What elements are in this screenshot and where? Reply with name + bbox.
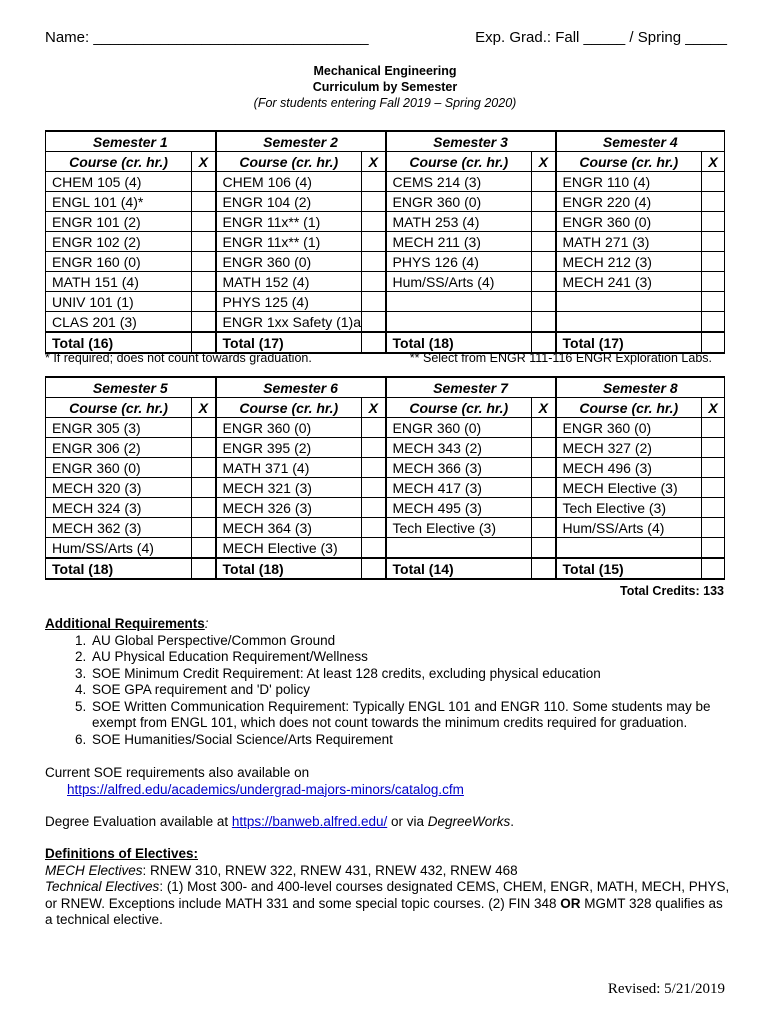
course-cell: MATH 271 (3) — [556, 232, 702, 252]
table-row — [46, 172, 725, 192]
revision-date: Revised: 5/21/2019 — [607, 981, 725, 997]
completion-checkbox-cell[interactable] — [192, 438, 216, 458]
course-cell: MECH 211 (3) — [386, 232, 532, 252]
completion-checkbox-cell[interactable] — [362, 538, 386, 559]
completion-checkbox-cell[interactable] — [362, 438, 386, 458]
semester-table-1 — [45, 130, 725, 354]
completed-column-header: X — [532, 398, 556, 418]
requirement-item: 2. AU Physical Education Requirement/Wellness — [90, 649, 735, 666]
course-cell: MECH 321 (3) — [216, 478, 362, 498]
total-checkbox-cell — [702, 558, 725, 579]
table-row — [46, 192, 725, 212]
additional-requirements-heading: Additional Requirements: — [45, 616, 209, 631]
course-cell — [556, 292, 702, 312]
expected-graduation-label: Exp. Grad.: Fall _____ / Spring _____ — [475, 29, 727, 46]
course-cell: MECH 343 (2) — [386, 438, 532, 458]
semester-heading: Semester 1 — [46, 131, 216, 152]
completed-column-header: X — [702, 398, 725, 418]
completion-checkbox-cell[interactable] — [702, 192, 725, 212]
table-row — [46, 252, 725, 272]
semester-total: Total (18) — [46, 558, 192, 579]
total-checkbox-cell — [362, 332, 386, 353]
course-cell: ENGR 220 (4) — [556, 192, 702, 212]
completion-checkbox-cell[interactable] — [362, 312, 386, 333]
completion-checkbox-cell[interactable] — [702, 252, 725, 272]
course-cell: CHEM 105 (4) — [46, 172, 192, 192]
course-cell: MECH 320 (3) — [46, 478, 192, 498]
course-cell: Hum/SS/Arts (4) — [556, 518, 702, 538]
table-row — [46, 458, 725, 478]
total-checkbox-cell — [362, 558, 386, 579]
completion-checkbox-cell[interactable] — [532, 192, 556, 212]
course-cell: MATH 253 (4) — [386, 212, 532, 232]
completion-checkbox-cell[interactable] — [702, 418, 725, 438]
mech-electives: MECH Electives: RNEW 310, RNEW 322, RNEW 431, RNEW 432, RNEW 468 — [45, 862, 518, 878]
completion-checkbox-cell[interactable] — [192, 292, 216, 312]
completion-checkbox-cell[interactable] — [702, 458, 725, 478]
completion-checkbox-cell[interactable] — [362, 458, 386, 478]
course-cell: Hum/SS/Arts (4) — [46, 538, 192, 559]
course-cell: MECH 366 (3) — [386, 458, 532, 478]
semester-total: Total (18) — [216, 558, 362, 579]
completion-checkbox-cell[interactable] — [192, 518, 216, 538]
course-cell: MECH 496 (3) — [556, 458, 702, 478]
semester-total: Total (16) — [46, 332, 192, 353]
course-column-header: Course (cr. hr.) — [46, 152, 192, 172]
completion-checkbox-cell[interactable] — [362, 232, 386, 252]
definitions-heading: Definitions of Electives: — [45, 846, 199, 861]
course-cell: ENGR 395 (2) — [216, 438, 362, 458]
completion-checkbox-cell[interactable] — [702, 498, 725, 518]
completion-checkbox-cell[interactable] — [532, 418, 556, 438]
course-cell: CLAS 201 (3) — [46, 312, 192, 333]
completion-checkbox-cell[interactable] — [362, 518, 386, 538]
definitions-of-electives — [45, 846, 730, 929]
course-cell: ENGR 360 (0) — [556, 418, 702, 438]
course-cell: MATH 371 (4) — [216, 458, 362, 478]
table-row — [46, 438, 725, 458]
requirement-item: 5. SOE Written Communication Requirement: Typically ENGL 101 and ENGR 110. Some students may be exempt from ENGL 101, which does not count towards the minimum credits required for graduation. — [90, 699, 735, 732]
completion-checkbox-cell[interactable] — [702, 272, 725, 292]
course-cell: MECH 324 (3) — [46, 498, 192, 518]
course-cell — [386, 538, 532, 559]
completion-checkbox-cell[interactable] — [702, 312, 725, 333]
completion-checkbox-cell[interactable] — [532, 272, 556, 292]
semester-total: Total (14) — [386, 558, 532, 579]
course-cell: ENGR 360 (0) — [386, 418, 532, 438]
completion-checkbox-cell[interactable] — [362, 292, 386, 312]
completion-checkbox-cell[interactable] — [362, 192, 386, 212]
completion-checkbox-cell[interactable] — [192, 172, 216, 192]
completion-checkbox-cell[interactable] — [532, 538, 556, 559]
completion-checkbox-cell[interactable] — [362, 272, 386, 292]
completion-checkbox-cell[interactable] — [702, 172, 725, 192]
completion-checkbox-cell[interactable] — [192, 538, 216, 559]
semester-heading: Semester 8 — [556, 377, 725, 398]
semester-total: Total (15) — [556, 558, 702, 579]
completion-checkbox-cell[interactable] — [192, 212, 216, 232]
completion-checkbox-cell[interactable] — [532, 458, 556, 478]
banweb-link[interactable]: https://banweb.alfred.edu/ — [231, 814, 388, 829]
course-column-header: Course (cr. hr.) — [216, 398, 362, 418]
course-cell: ENGR 360 (0) — [46, 458, 192, 478]
completion-checkbox-cell[interactable] — [362, 212, 386, 232]
course-cell: ENGR 306 (2) — [46, 438, 192, 458]
course-column-header: Course (cr. hr.) — [386, 152, 532, 172]
course-column-header: Course (cr. hr.) — [46, 398, 192, 418]
completion-checkbox-cell[interactable] — [362, 478, 386, 498]
catalog-link[interactable]: https://alfred.edu/academics/undergrad-majors-minors/catalog.cfm — [67, 781, 464, 797]
total-checkbox-cell — [532, 332, 556, 353]
total-credits: Total Credits: 133 — [620, 584, 724, 598]
completion-checkbox-cell[interactable] — [532, 212, 556, 232]
semester-table-2 — [45, 376, 725, 580]
name-field-label: Name: _________________________________ — [45, 29, 369, 46]
completion-checkbox-cell[interactable] — [532, 232, 556, 252]
semester-heading: Semester 2 — [216, 131, 386, 152]
completed-column-header: X — [532, 152, 556, 172]
semester-heading: Semester 5 — [46, 377, 216, 398]
semester-heading: Semester 4 — [556, 131, 725, 152]
course-cell: MECH Elective (3) — [556, 478, 702, 498]
requirement-item: 3. SOE Minimum Credit Requirement: At least 128 credits, excluding physical education — [90, 666, 735, 683]
course-cell: Tech Elective (3) — [386, 518, 532, 538]
course-cell: ENGR 110 (4) — [556, 172, 702, 192]
completion-checkbox-cell[interactable] — [192, 192, 216, 212]
footnote-required: * If required; does not count towards graduation. — [45, 351, 312, 365]
program-title: Mechanical Engineering — [313, 64, 457, 78]
table-row — [46, 312, 725, 333]
completion-checkbox-cell[interactable] — [702, 478, 725, 498]
completion-checkbox-cell[interactable] — [192, 498, 216, 518]
completion-checkbox-cell[interactable] — [702, 292, 725, 312]
completion-checkbox-cell[interactable] — [532, 252, 556, 272]
course-cell: MECH 417 (3) — [386, 478, 532, 498]
completion-checkbox-cell[interactable] — [362, 172, 386, 192]
course-cell: ENGR 360 (0) — [556, 212, 702, 232]
course-column-header: Course (cr. hr.) — [556, 152, 702, 172]
course-cell — [386, 292, 532, 312]
completion-checkbox-cell[interactable] — [192, 458, 216, 478]
completion-checkbox-cell[interactable] — [702, 212, 725, 232]
completion-checkbox-cell[interactable] — [362, 418, 386, 438]
table-row — [46, 498, 725, 518]
course-column-header: Course (cr. hr.) — [216, 152, 362, 172]
completed-column-header: X — [362, 152, 386, 172]
course-cell: MECH 362 (3) — [46, 518, 192, 538]
course-cell: CHEM 106 (4) — [216, 172, 362, 192]
completion-checkbox-cell[interactable] — [192, 312, 216, 333]
table-row — [46, 418, 725, 438]
footnote-exploration-labs: ** Select from ENGR 111-116 ENGR Exploration Labs. — [409, 351, 712, 365]
course-cell: Hum/SS/Arts (4) — [386, 272, 532, 292]
requirement-item: 1. AU Global Perspective/Common Ground — [90, 633, 735, 650]
completion-checkbox-cell[interactable] — [532, 172, 556, 192]
course-cell: ENGR 11x** (1) — [216, 232, 362, 252]
course-cell: Tech Elective (3) — [556, 498, 702, 518]
course-cell — [556, 538, 702, 559]
table-row — [46, 538, 725, 559]
semester-total: Total (18) — [386, 332, 532, 353]
completion-checkbox-cell[interactable] — [192, 272, 216, 292]
course-cell: MATH 151 (4) — [46, 272, 192, 292]
completion-checkbox-cell[interactable] — [192, 232, 216, 252]
completion-checkbox-cell[interactable] — [192, 478, 216, 498]
course-cell: MECH 327 (2) — [556, 438, 702, 458]
course-cell: ENGR 160 (0) — [46, 252, 192, 272]
additional-requirements — [45, 616, 735, 748]
course-cell: ENGR 360 (0) — [386, 192, 532, 212]
completion-checkbox-cell[interactable] — [362, 498, 386, 518]
course-cell: ENGR 360 (0) — [216, 418, 362, 438]
course-cell: ENGR 11x** (1) — [216, 212, 362, 232]
semester-total: Total (17) — [556, 332, 702, 353]
completion-checkbox-cell[interactable] — [532, 292, 556, 312]
completion-checkbox-cell[interactable] — [192, 252, 216, 272]
course-cell: PHYS 125 (4) — [216, 292, 362, 312]
header-row — [45, 29, 727, 49]
completion-checkbox-cell[interactable] — [702, 518, 725, 538]
completion-checkbox-cell[interactable] — [532, 518, 556, 538]
course-cell — [556, 312, 702, 333]
semester-heading: Semester 7 — [386, 377, 556, 398]
program-subtitle: Curriculum by Semester — [312, 80, 458, 94]
total-checkbox-cell — [192, 558, 216, 579]
semester-total: Total (17) — [216, 332, 362, 353]
completed-column-header: X — [192, 152, 216, 172]
total-checkbox-cell — [702, 332, 725, 353]
completion-checkbox-cell[interactable] — [532, 438, 556, 458]
course-cell: MECH 495 (3) — [386, 498, 532, 518]
requirement-item: 4. SOE GPA requirement and 'D' policy — [90, 682, 735, 699]
table-row — [46, 518, 725, 538]
table-row — [46, 292, 725, 312]
course-cell: ENGL 101 (4)* — [46, 192, 192, 212]
course-cell: MECH 364 (3) — [216, 518, 362, 538]
course-cell: ENGR 360 (0) — [216, 252, 362, 272]
course-cell: ENGR 1xx Safety (1)a — [216, 312, 362, 333]
course-cell: MATH 152 (4) — [216, 272, 362, 292]
table-row — [46, 478, 725, 498]
completion-checkbox-cell[interactable] — [532, 478, 556, 498]
course-cell: ENGR 101 (2) — [46, 212, 192, 232]
completion-checkbox-cell[interactable] — [532, 498, 556, 518]
course-cell: ENGR 102 (2) — [46, 232, 192, 252]
completed-column-header: X — [702, 152, 725, 172]
course-cell: ENGR 104 (2) — [216, 192, 362, 212]
completion-checkbox-cell[interactable] — [532, 312, 556, 333]
course-cell: CEMS 214 (3) — [386, 172, 532, 192]
table-row — [46, 272, 725, 292]
course-cell: MECH 241 (3) — [556, 272, 702, 292]
total-checkbox-cell — [532, 558, 556, 579]
requirements-list — [45, 633, 735, 749]
course-cell: MECH 212 (3) — [556, 252, 702, 272]
total-checkbox-cell — [192, 332, 216, 353]
course-cell — [386, 312, 532, 333]
completed-column-header: X — [362, 398, 386, 418]
table-row — [46, 232, 725, 252]
completion-checkbox-cell[interactable] — [362, 252, 386, 272]
course-column-header: Course (cr. hr.) — [386, 398, 532, 418]
completion-checkbox-cell[interactable] — [702, 438, 725, 458]
completion-checkbox-cell[interactable] — [702, 232, 725, 252]
semester-heading: Semester 6 — [216, 377, 386, 398]
current-soe-requirements: Current SOE requirements also available on https://alfred.edu/academics/undergrad-majors-minors/catalog.cfm — [45, 765, 464, 797]
course-cell: PHYS 126 (4) — [386, 252, 532, 272]
course-cell: MECH 326 (3) — [216, 498, 362, 518]
completion-checkbox-cell[interactable] — [192, 418, 216, 438]
table-row — [46, 212, 725, 232]
requirement-item: 6. SOE Humanities/Social Science/Arts Requirement — [90, 732, 735, 749]
course-cell: UNIV 101 (1) — [46, 292, 192, 312]
program-term-note: (For students entering Fall 2019 – Spring 2020) — [253, 96, 517, 110]
technical-electives: Technical Electives: (1) Most 300- and 400-level courses designated CEMS, CHEM, ENGR, MATH, MECH, PHYS, or RNEW. Exceptions include MATH 331 and some special topic courses. (2) FIN 348 OR MGMT 328 qualifies as a technical elective. — [45, 879, 730, 927]
completed-column-header: X — [192, 398, 216, 418]
course-cell: ENGR 305 (3) — [46, 418, 192, 438]
completion-checkbox-cell[interactable] — [702, 538, 725, 559]
degree-evaluation: Degree Evaluation available at https://banweb.alfred.edu/ or via DegreeWorks. — [45, 814, 515, 829]
course-cell: MECH Elective (3) — [216, 538, 362, 559]
semester-heading: Semester 3 — [386, 131, 556, 152]
course-column-header: Course (cr. hr.) — [556, 398, 702, 418]
